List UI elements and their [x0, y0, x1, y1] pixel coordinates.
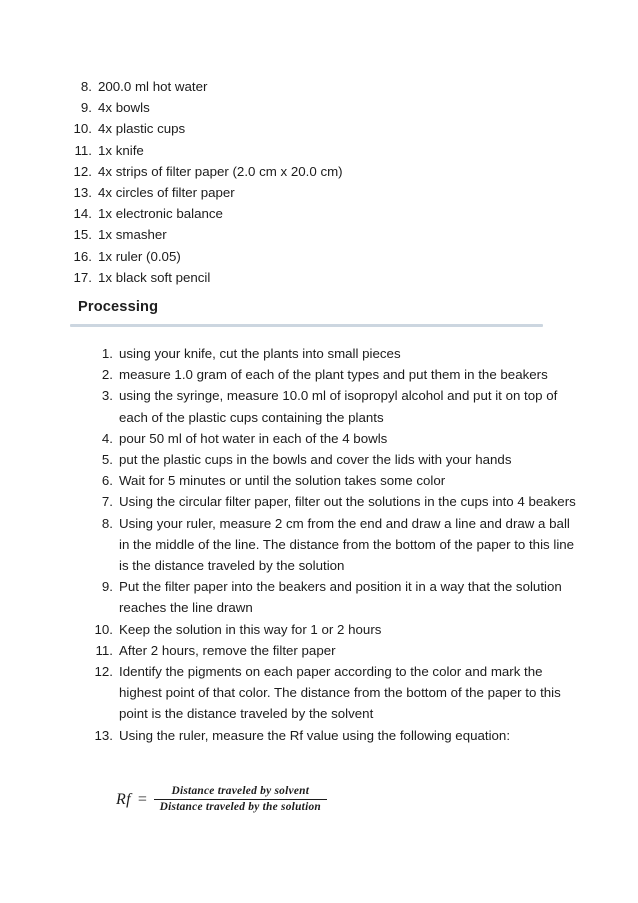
processing-step-item-number: 9.: [101, 579, 113, 595]
materials-list-item-number: 17.: [73, 269, 92, 285]
processing-step-item: [0, 513, 638, 577]
equation-left-hand-side: Rf: [116, 790, 131, 808]
processing-step-item-number: 11.: [95, 642, 113, 658]
materials-list-item-text: 4x plastic cups: [98, 121, 186, 137]
processing-step-item-number: 2.: [101, 367, 113, 383]
processing-step-item: [0, 576, 638, 618]
materials-list-item: [0, 140, 638, 161]
processing-step-item-number: 8.: [101, 515, 113, 531]
materials-list-item: [0, 246, 638, 267]
processing-step-item-text: using your knife, cut the plants into small pieces: [119, 346, 401, 361]
processing-step-item-number: 10.: [94, 621, 113, 637]
rf-equation: [116, 784, 327, 815]
materials-list-item-text: 4x bowls: [98, 100, 150, 116]
processing-step-item-text: put the plastic cups in the bowls and cover the lids with your hands: [119, 452, 512, 468]
materials-list-item-text: 1x electronic balance: [98, 206, 223, 222]
processing-steps-list: [0, 343, 638, 746]
processing-step-item-text: pour 50 ml of hot water in each of the 4 bowls: [119, 430, 388, 446]
processing-step-item: [0, 385, 638, 427]
materials-list-item: [0, 182, 638, 203]
section-heading-divider: [70, 324, 543, 327]
materials-list-item-number: 13.: [73, 185, 92, 201]
processing-step-item-number: 7.: [101, 494, 113, 510]
materials-list-item-text: 4x circles of filter paper: [98, 185, 235, 201]
processing-step-item-number: 1.: [101, 346, 113, 361]
processing-step-item-number: 12.: [94, 664, 113, 680]
materials-list: [0, 76, 638, 288]
processing-step-item-text: Keep the solution in this way for 1 or 2 hours: [119, 621, 382, 637]
processing-step-item-text: After 2 hours, remove the filter paper: [119, 642, 336, 658]
materials-list-item-number: 10.: [73, 121, 92, 137]
processing-step-item-number: 4.: [101, 430, 113, 446]
processing-step-item: [0, 725, 638, 746]
materials-list-item-text: 1x ruler (0.05): [98, 248, 181, 264]
materials-list-item-text: 200.0 ml hot water: [98, 79, 208, 94]
materials-list-item-number: 8.: [80, 79, 92, 94]
processing-step-item-number: 6.: [101, 473, 113, 489]
processing-step-item-text: Using the circular filter paper, filter out the solutions in the cups into 4 beakers: [119, 494, 576, 510]
processing-step-item-number: 5.: [101, 452, 113, 468]
processing-step-item: [0, 364, 638, 385]
materials-list-item-text: 4x strips of filter paper (2.0 cm x 20.0 cm): [98, 163, 343, 179]
materials-list-item-number: 14.: [73, 206, 92, 222]
processing-step-item: [0, 343, 638, 364]
processing-step-item-text: measure 1.0 gram of each of the plant types and put them in the beakers: [119, 367, 548, 383]
materials-list-item: [0, 161, 638, 182]
materials-list-item-text: 1x black soft pencil: [98, 269, 211, 285]
materials-list-item: [0, 118, 638, 139]
equation-equals-sign: =: [136, 790, 148, 808]
processing-step-item: [0, 428, 638, 449]
materials-list-item: [0, 203, 638, 224]
materials-list-item-number: 12.: [73, 163, 92, 179]
processing-step-item: [0, 661, 638, 725]
materials-list-item-text: 1x knife: [98, 142, 144, 158]
processing-step-item: [0, 449, 638, 470]
processing-step-item: [0, 640, 638, 661]
processing-step-item-text: using the syringe, measure 10.0 ml of isopropyl alcohol and put it on top of each of the plastic cups containing the plants: [119, 388, 558, 425]
processing-step-item-number: 13.: [94, 727, 113, 743]
processing-step-item-text: Put the filter paper into the beakers and position it in a way that the solution reaches the line drawn: [119, 579, 562, 616]
equation-denominator: Distance traveled by the solution: [159, 801, 322, 814]
processing-step-item: [0, 470, 638, 491]
materials-list-item: [0, 267, 638, 288]
equation-fraction: [154, 784, 327, 815]
materials-list-item-text: 1x smasher: [98, 227, 167, 243]
processing-step-item-text: Using your ruler, measure 2 cm from the end and draw a line and draw a ball in the middle of the line. The distance from the bottom of the paper to this line is the distance traveled by the solution: [119, 515, 575, 574]
equation-numerator: Distance traveled by solvent: [171, 785, 310, 797]
page-section-heading: Processing: [78, 299, 159, 315]
processing-step-item-text: Wait for 5 minutes or until the solution takes some color: [119, 473, 446, 489]
materials-list-item: [0, 97, 638, 118]
processing-step-item-text: Using the ruler, measure the Rf value using the following equation:: [119, 727, 511, 743]
processing-step-item-text: Identify the pigments on each paper according to the color and mark the highest point of that color. The distance from the bottom of the paper to this point is the distance traveled by the solvent: [119, 664, 561, 722]
materials-list-item-number: 15.: [73, 227, 92, 243]
processing-step-item: [0, 491, 638, 512]
materials-list-item-number: 9.: [80, 100, 92, 116]
materials-list-item: [0, 224, 638, 245]
processing-step-item-number: 3.: [101, 388, 113, 404]
materials-list-item-number: 16.: [73, 248, 92, 264]
materials-list-item-number: 11.: [74, 142, 92, 158]
processing-step-item: [0, 619, 638, 640]
materials-list-item: [0, 76, 638, 97]
